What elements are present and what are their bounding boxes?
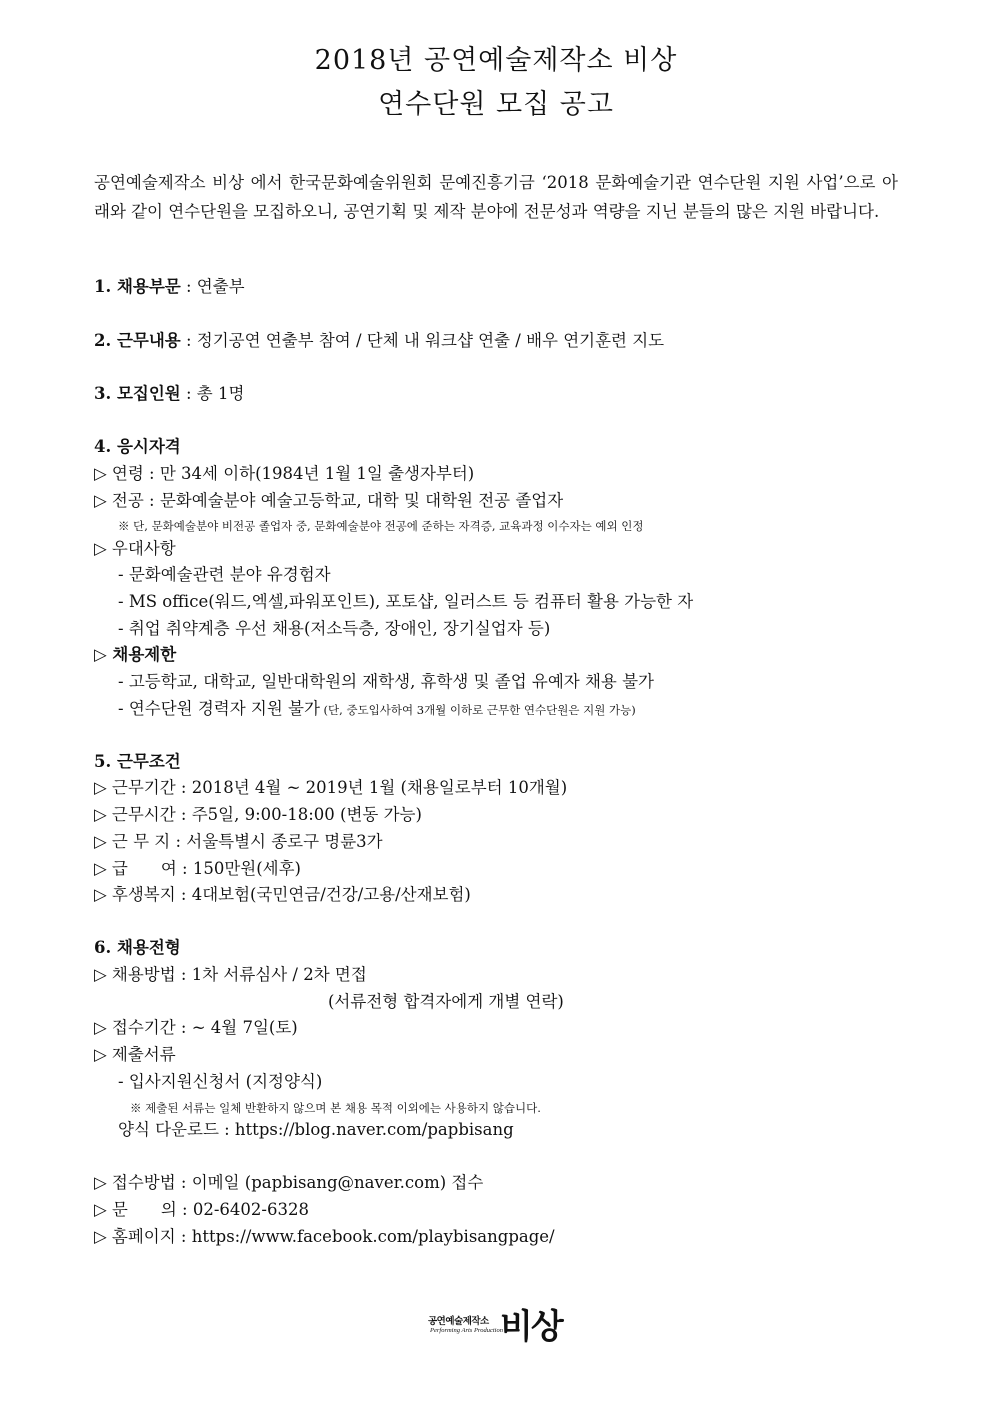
restriction-item-1: - 고등학교, 대학교, 일반대학원의 재학생, 휴학생 및 졸업 유예자 채용 불가: [118, 672, 654, 691]
intro-paragraph: 공연예술제작소 비상 에서 한국문화예술위원회 문예진흥기금 ‘2018 문화예술기관 연수단원 지원 사업’으로 아래와 같이 연수단원을 모집하오니, 공연기획 및 제작 분야에 전문성과 역량을 지닌 분들의 많은 지원 바랍니다.: [94, 173, 898, 221]
company-logo: [428, 1305, 568, 1357]
work-condition-period: ▷ 근무기간 : 2018년 4월 ~ 2019년 1월 (채용일로부터 10개월): [94, 778, 568, 797]
preference-item-2: - MS office(워드,엑셀,파워포인트), 포토샵, 일러스트 등 컴퓨터 활용 가능한 자: [118, 592, 694, 611]
logo-korean-big: 비상: [500, 1307, 562, 1347]
qualification-major-note: ※ 단, 문화예술분야 비전공 졸업자 중, 문화예술분야 전공에 준하는 자격증, 교육과정 이수자는 예외 인정: [118, 519, 644, 533]
logo-korean-small: 공연예술제작소: [428, 1316, 489, 1327]
preference-item-3: - 취업 취약계층 우선 채용(저소득층, 장애인, 장기실업자 등): [118, 619, 551, 638]
logo-english: Performing Arts Production: [430, 1327, 503, 1334]
selection-method: ▷ 채용방법 : 1차 서류심사 / 2차 면접: [94, 965, 367, 984]
documents-item: - 입사지원신청서 (지정양식): [118, 1072, 323, 1091]
application-period: ▷ 접수기간 : ~ 4월 7일(토): [94, 1018, 298, 1037]
title-line-2: 연수단원 모집 공고: [378, 89, 614, 120]
section-1: [94, 276, 245, 298]
section-2-heading: 2. 근무내용: [94, 331, 181, 350]
section-5-heading: 5. 근무조건: [94, 752, 181, 771]
restriction-item-2: [118, 698, 636, 721]
section-3: [94, 383, 244, 405]
restriction-item-2-text: - 연수단원 경력자 지원 불가: [118, 699, 320, 718]
form-download-link[interactable]: 양식 다운로드 : https://blog.naver.com/papbisang: [118, 1120, 514, 1139]
application-method: ▷ 접수방법 : 이메일 (papbisang@naver.com) 접수: [94, 1173, 484, 1192]
homepage-link[interactable]: ▷ 홈페이지 : https://www.facebook.com/playbisangpage/: [94, 1227, 555, 1246]
qualification-major: ▷ 전공 : 문화예술분야 예술고등학교, 대학 및 대학원 전공 졸업자: [94, 491, 564, 510]
work-condition-welfare: ▷ 후생복지 : 4대보험(국민연금/건강/고용/산재보험): [94, 885, 471, 904]
selection-method-note: (서류전형 합격자에게 개별 연락): [328, 992, 564, 1011]
preference-label: ▷ 우대사항: [94, 539, 176, 558]
preference-item-1: - 문화예술관련 분야 유경험자: [118, 565, 331, 584]
restriction-item-2-note: (단, 중도입사하여 3개월 이하로 근무한 연수단원은 지원 가능): [319, 703, 636, 717]
section-3-value: : 총 1명: [180, 384, 245, 403]
section-1-value: : 연출부: [180, 277, 245, 296]
restriction-label: ▷ 채용제한: [94, 645, 177, 664]
qualification-age: ▷ 연령 : 만 34세 이하(1984년 1월 1일 출생자부터): [94, 464, 475, 483]
title-line-1: 2018년 공연예술제작소 비상: [314, 45, 678, 76]
contact-phone: ▷ 문 의 : 02-6402-6328: [94, 1200, 309, 1219]
work-condition-salary: ▷ 급 여 : 150만원(세후): [94, 859, 301, 878]
documents-label: ▷ 제출서류: [94, 1045, 176, 1064]
section-2: [94, 330, 664, 352]
section-4-heading: 4. 응시자격: [94, 437, 181, 456]
section-3-heading: 3. 모집인원: [94, 384, 181, 403]
work-condition-location: ▷ 근 무 지 : 서울특별시 종로구 명륜3가: [94, 832, 383, 851]
section-6-heading: 6. 채용전형: [94, 938, 181, 957]
section-1-heading: 1. 채용부문: [94, 277, 181, 296]
documents-note: ※ 제출된 서류는 일체 반환하지 않으며 본 채용 목적 이외에는 사용하지 않습니다.: [130, 1101, 541, 1115]
section-2-value: : 정기공연 연출부 참여 / 단체 내 워크샵 연출 / 배우 연기훈련 지도: [180, 331, 665, 350]
work-condition-hours: ▷ 근무시간 : 주5일, 9:00-18:00 (변동 가능): [94, 805, 422, 824]
